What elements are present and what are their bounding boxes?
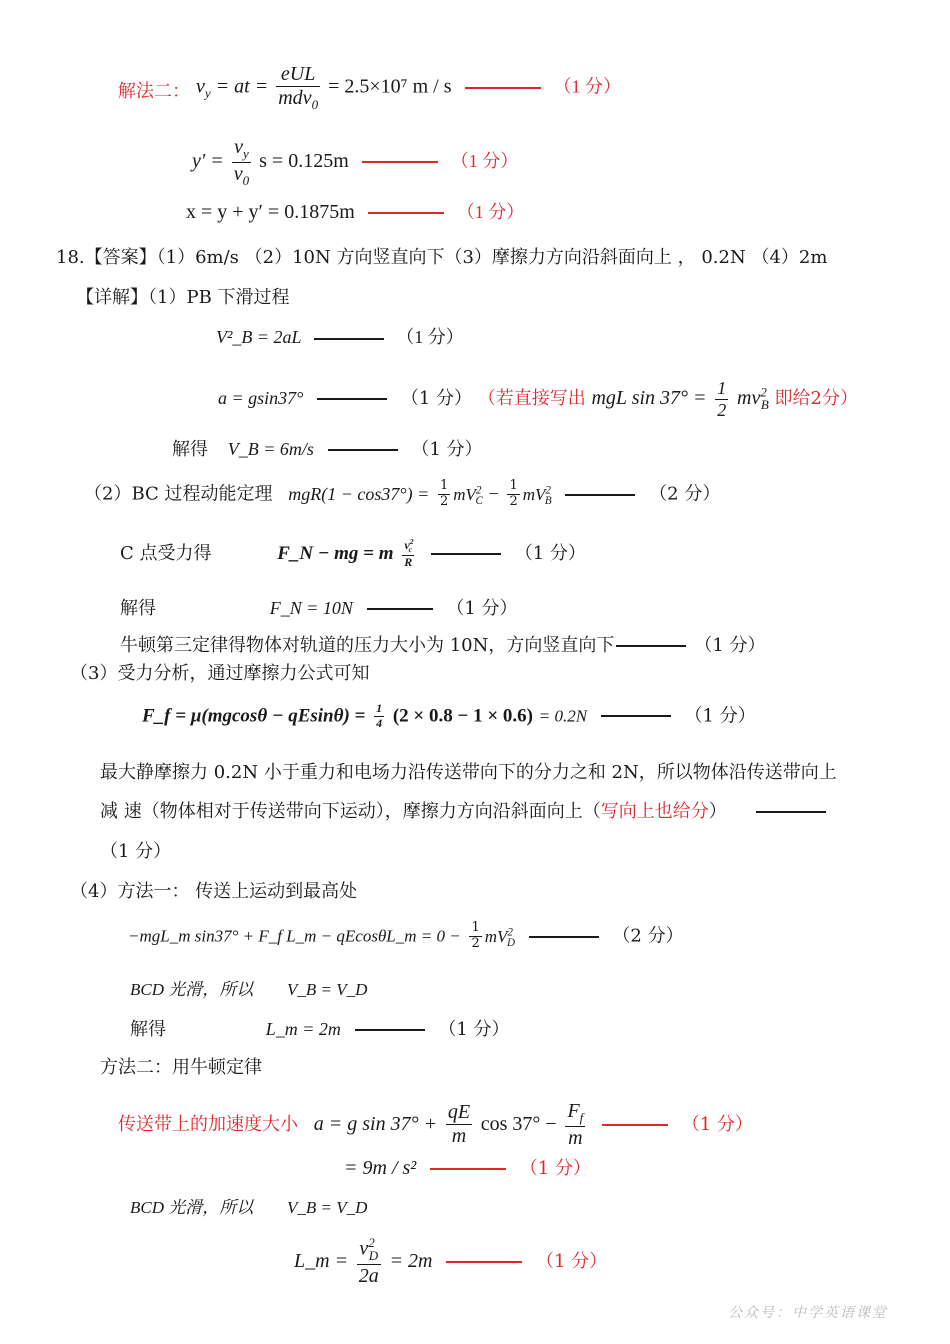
score: （2 分） — [612, 925, 684, 947]
max-static-line3: （1 分） — [100, 841, 172, 862]
solve-vb-label: 解得 — [172, 439, 208, 460]
score: （1 分） — [519, 1158, 591, 1179]
newton3-text: 牛顿第三定律得物体对轨道的压力大小为 10N，方向竖直向下 — [120, 635, 615, 656]
yprime-result: s = 0.125m — [259, 150, 349, 173]
friction-result: = 0.2N — [538, 706, 588, 726]
score: （1 分） — [535, 1250, 608, 1272]
c-force-label: C 点受力得 — [120, 543, 212, 565]
vb-eq-vd-1: V_B = V_D — [286, 980, 368, 999]
max-static-line2c: ） — [708, 801, 727, 822]
friction-line: F_f = μ(mgcosθ − qEsinθ) = $\frac{1}{4}$ (2 × 0.8 − 1 × 0.6) = 0.2N （1 分） — [142, 701, 756, 730]
work-eq: −mgL_m sin37° + F_f L_m − qEcosθL_m = 0 − — [128, 926, 461, 946]
accel-line: 传送带上的加速度大小 a = g sin 37° + $\frac{qE}{m}$ cos 37° − $\frac{F_f}{m}$ （1 分） — [118, 1100, 753, 1149]
part3-label: （3）受力分析，通过摩擦力公式可知 — [70, 663, 370, 684]
note-mgl: mgL sin 37° = — [591, 387, 707, 410]
method2b-title: 方法二：用牛顿定律 — [100, 1057, 262, 1078]
friction-calc: (2 × 0.8 − 1 × 0.6) — [392, 705, 533, 727]
lm-result: = 2m — [389, 1249, 433, 1272]
score: （1 分） — [694, 635, 766, 656]
max-static-line2 — [100, 800, 834, 824]
part2-eq: mgR(1 − cos37°) = — [288, 483, 430, 504]
x-result: x = y + y′ = 0.1875m — [186, 201, 355, 223]
solve-fn-line — [120, 596, 518, 621]
score: （1 分） — [400, 388, 473, 410]
q18-answers: （1）6m/s （2）10N 方向竖直向下（3）摩擦力方向沿斜面向上 ， 0.2N （4）2m — [156, 247, 828, 268]
x-equation — [186, 200, 524, 224]
solve-fn: F_N = 10N — [269, 598, 353, 618]
score: （1 分） — [456, 202, 525, 222]
friction-eq: F_f = μ(mgcosθ − qEsinθ) = — [142, 705, 366, 727]
bcd-smooth-2: BCD 光滑，所以 — [130, 1198, 254, 1217]
part2-line: （2）BC 过程动能定理 mgR(1 − cos37°) = $\frac{1}{2}$ $mV^2_C$ − $\frac{1}{2}$ $mV^2_B$ （2 分） — [84, 478, 721, 510]
score: （1 分） — [514, 543, 586, 565]
lm-eq: L_m = — [294, 1249, 349, 1272]
solve-lm-label: 解得 — [130, 1019, 166, 1040]
a-equation: a = gsin37° （1 分） （若直接写出 mgL sin 37° = $\frac{1}{2}$ $mv^2_B$ 即给2分） — [218, 378, 858, 420]
detail-label: 【详解】（1）PB 下滑过程 — [76, 287, 290, 308]
q18-label: 18.【答案】 — [56, 247, 157, 268]
solve-lm: L_m = 2m — [265, 1019, 341, 1039]
max-static-line1: 最大静摩擦力 0.2N 小于重力和电场力沿传送带向下的分力之和 2N，所以物体沿传送带向上 — [100, 762, 837, 783]
method2-title: 解法二： — [118, 81, 190, 102]
score: （1 分） — [553, 76, 621, 97]
score: （1 分） — [684, 705, 756, 727]
score: （1 分） — [396, 327, 464, 347]
max-static-line2a: 减 速（物体相对于传送带向下运动），摩擦力方向沿斜面向上（ — [100, 801, 601, 822]
eq-vb2: V²_B = 2aL — [216, 327, 302, 347]
yprime-equation: y′ = $\frac{v_y}{v_0}$ s = 0.125m （1 分） — [192, 136, 519, 188]
watermark: 公众号：中学英语课堂 — [728, 1305, 888, 1321]
bcd-smooth-line-1 — [130, 978, 367, 1002]
part2-label: （2）BC 过程动能定理 — [84, 483, 273, 505]
score: （1 分） — [438, 1019, 510, 1040]
score: （2 分） — [649, 483, 721, 505]
note-give2: 即给2分） — [774, 388, 858, 410]
eq-a: a = gsin37° — [218, 388, 304, 409]
c-force-eq: F_N − mg = m — [277, 543, 394, 565]
solve-lm-line — [130, 1017, 510, 1042]
solve-vb: V_B = 6m/s — [227, 439, 314, 459]
vb2-equation — [216, 325, 464, 349]
accel-cos: cos 37° − — [480, 1112, 557, 1135]
vy-result: = 2.5×10⁷ m / s — [328, 75, 452, 98]
accel-result: = 9m / s² — [344, 1157, 417, 1179]
score: （1 分） — [681, 1113, 753, 1135]
max-static-line2b: 写向上也给分 — [600, 801, 709, 822]
newton3-line — [120, 634, 766, 658]
score: （1 分） — [450, 151, 519, 172]
accel-label: 传送带上的加速度大小 — [118, 1113, 298, 1135]
part4-label: （4）方法一： 传送上运动到最高处 — [70, 881, 358, 902]
solve-fn-label: 解得 — [120, 598, 156, 619]
q18-answer-line — [56, 246, 827, 270]
accel-eq: a = g sin 37° + — [313, 1112, 438, 1135]
solve-vb-line — [172, 437, 483, 462]
score: （1 分） — [446, 598, 518, 619]
vb-eq-vd-2: V_B = V_D — [286, 1198, 368, 1217]
vy-equation: $v_y$ = at = $\frac{\text{eUL}}{mdv_0}$ = 2.5×10⁷ m / s （1 分） — [196, 63, 621, 112]
c-force-line: C 点受力得 F_N − mg = m $\frac{v^2_c}{R}$ （1 分） — [120, 537, 586, 570]
note-direct: （若直接写出 — [477, 388, 586, 410]
accel-result-line — [344, 1156, 591, 1181]
bcd-smooth-1: BCD 光滑，所以 — [130, 980, 254, 999]
lm-line: L_m = $\frac{v^2_D}{2a}$ = 2m （1 分） — [294, 1235, 608, 1287]
score: （1 分） — [411, 439, 483, 460]
work-line: −mgL_m sin37° + F_f L_m − qEcosθL_m = 0 − $\frac{1}{2}$ $mV^2_D$ （2 分） — [128, 920, 684, 952]
bcd-smooth-line-2 — [130, 1196, 367, 1220]
